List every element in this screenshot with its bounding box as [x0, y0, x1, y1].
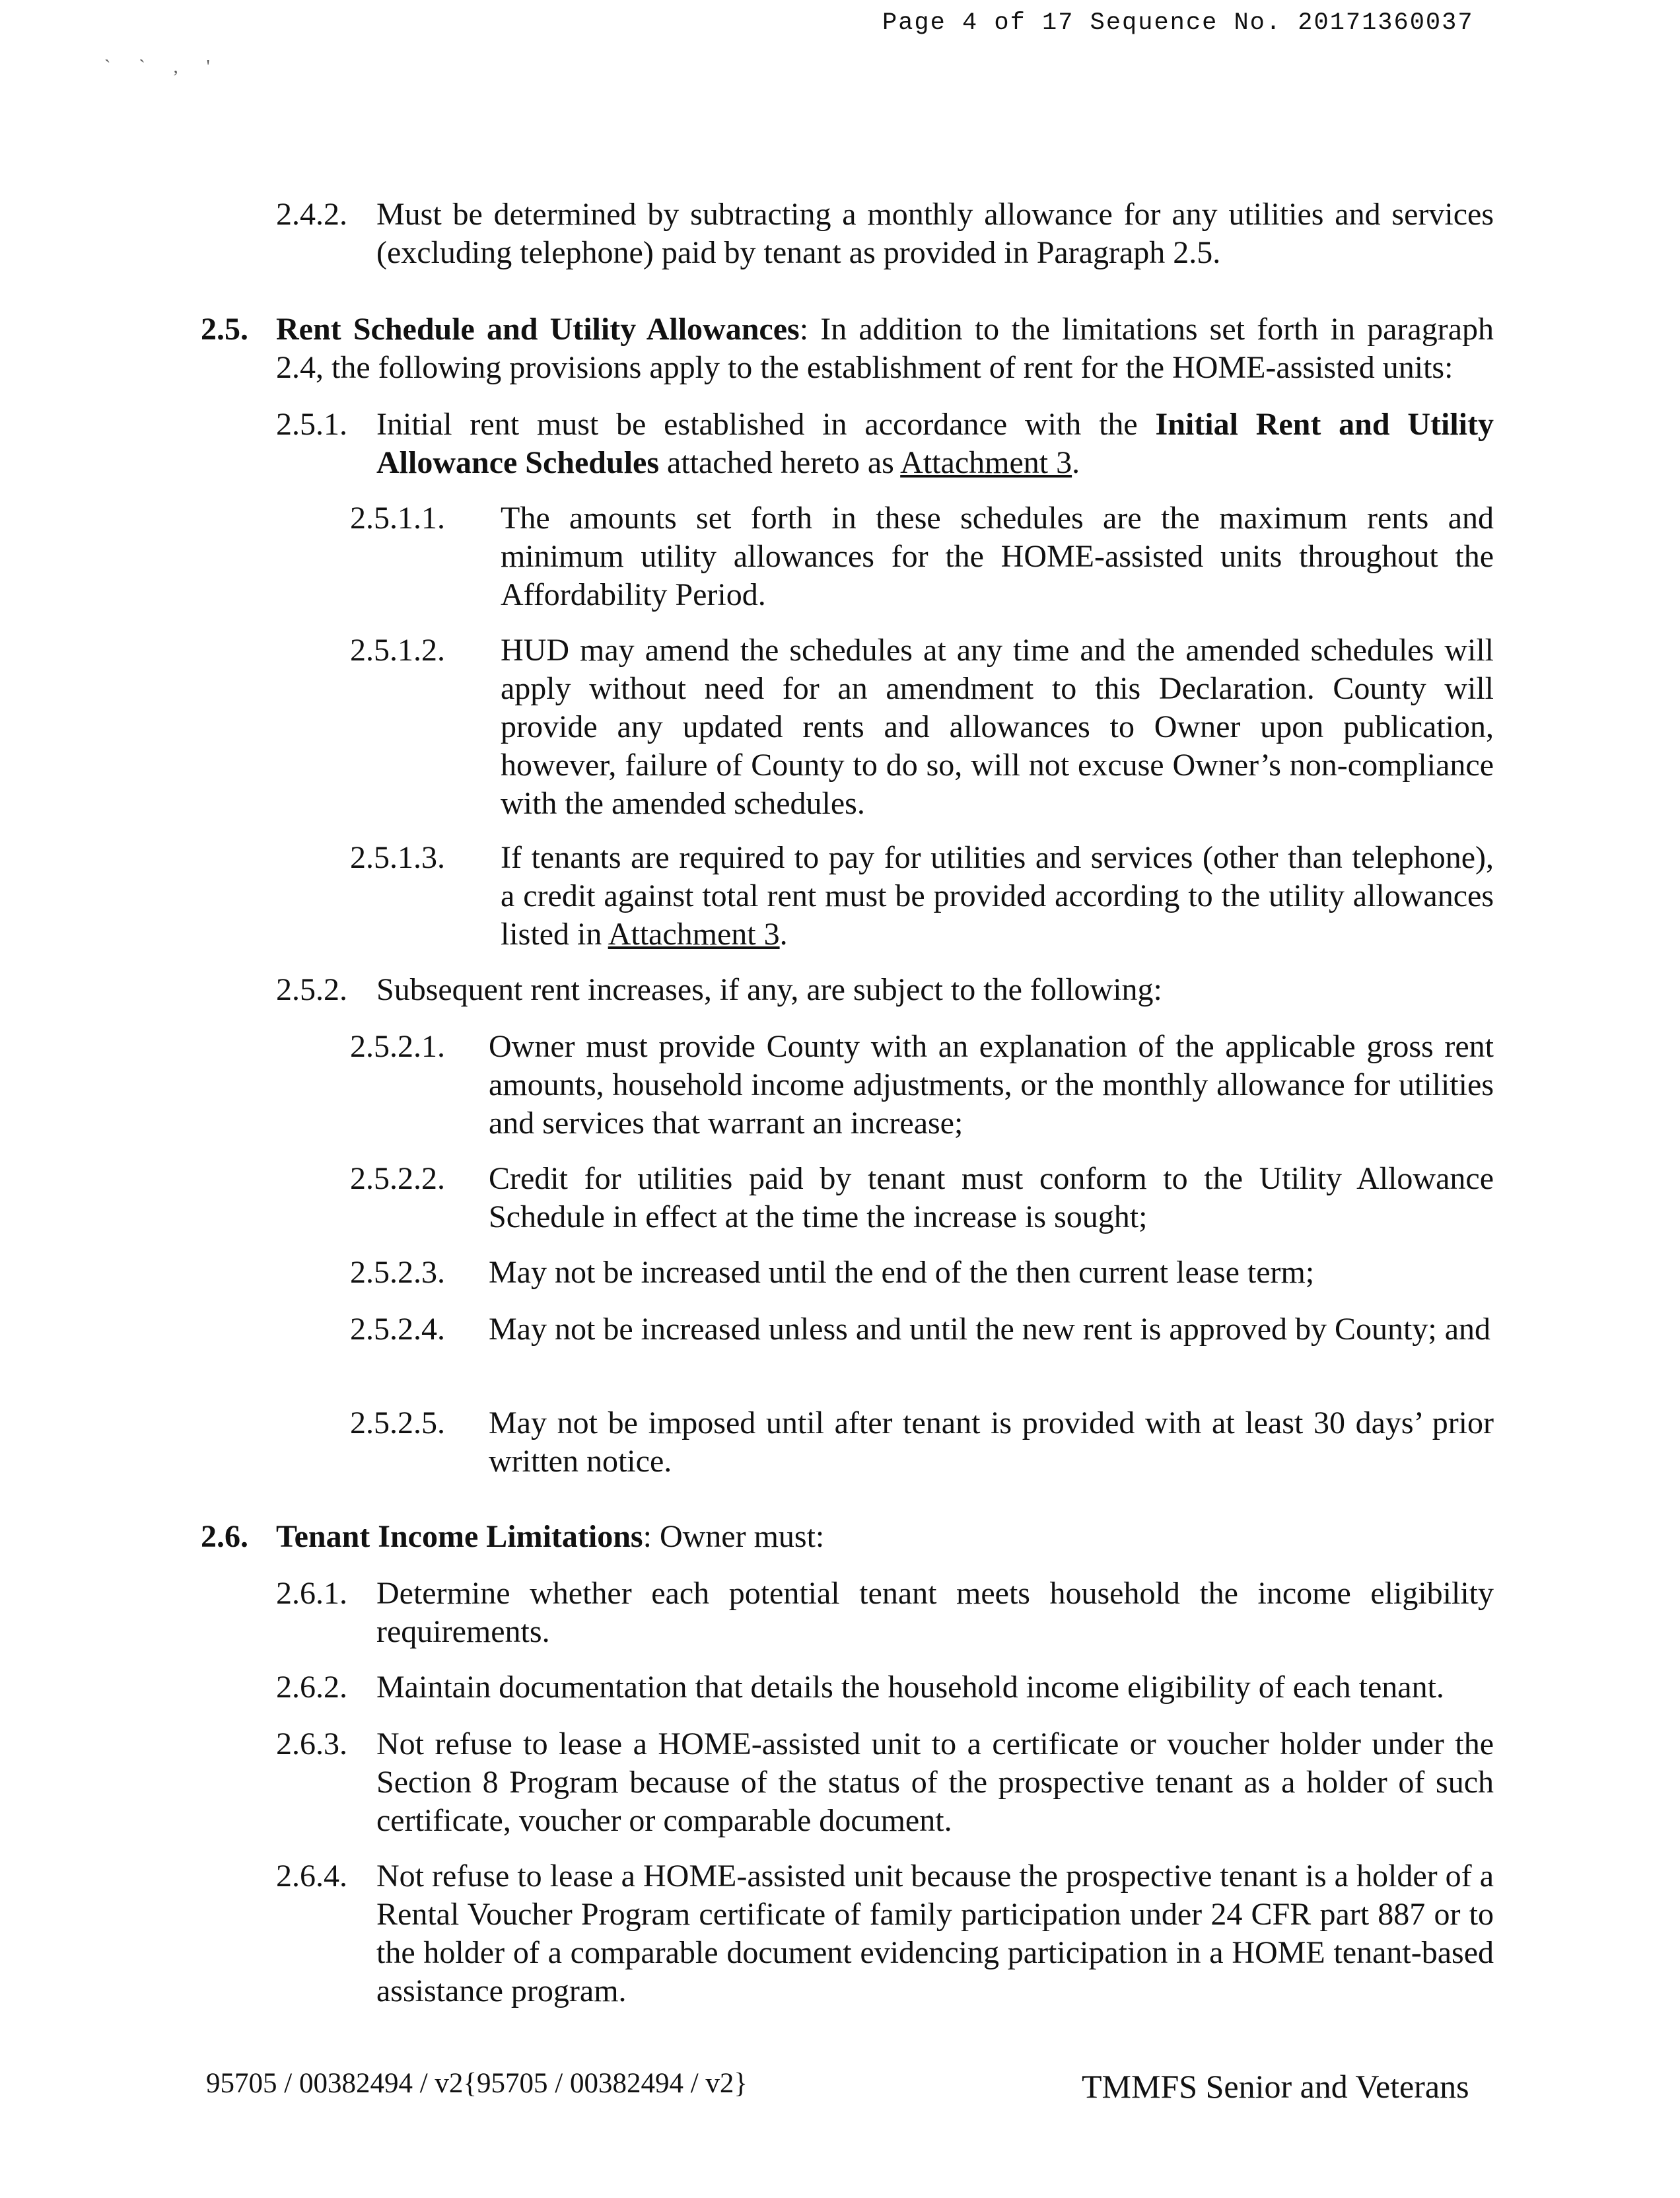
clause-2-6-4	[276, 1857, 1494, 2010]
clause-2-5-1: 2.5.1. Initial rent must be established in accordance with the Initial Rent and Utility Allowance Schedules attached hereto as Attachment 3.	[276, 407, 1494, 480]
clause-number: 2.5.1.3.	[350, 840, 445, 875]
clause-number: 2.6.1.	[276, 1576, 347, 1611]
clause-text: May not be imposed until after tenant is provided with at least 30 days’ prior written notice.	[489, 1405, 1494, 1479]
clause-text: Determine whether each potential tenant meets household the income eligibility requirements.	[376, 1576, 1494, 1649]
clause-number: 2.5.1.	[276, 407, 347, 442]
clause-text: : In addition to the limitations set forth in paragraph 2.4, the following provisions apply to the establishment of rent for the HOME-assisted units:	[276, 312, 1494, 385]
clause-number: 2.5.2.1.	[350, 1029, 445, 1064]
clause-2-5-2-1	[350, 1028, 1494, 1143]
clause-number: 2.5.	[201, 312, 248, 347]
clause-text: The amounts set forth in these schedules are the maximum rents and minimum utility allowances for the HOME-assisted units throughout the Affordability Period.	[501, 501, 1494, 612]
clause-2-5-2-5	[350, 1404, 1494, 1481]
section-title: Rent Schedule and Utility Allowances	[276, 312, 800, 347]
clause-number: 2.5.1.2.	[350, 633, 445, 668]
clause-text: Subsequent rent increases, if any, are subject to the following:	[376, 972, 1162, 1007]
clause-text-cont: attached hereto as	[659, 445, 901, 480]
clause-text: May not be increased unless and until the new rent is approved by County; and	[489, 1312, 1490, 1347]
attachment-3-link[interactable]: Attachment 3	[608, 917, 780, 952]
clause-2-5-2-2	[350, 1160, 1494, 1236]
page-header-sequence: Page 4 of 17 Sequence No. 20171360037	[882, 9, 1474, 37]
clause-text: : Owner must:	[643, 1519, 825, 1554]
clause-2-5-1-1	[350, 499, 1494, 614]
clause-number: 2.5.2.2.	[350, 1161, 445, 1196]
clause-text: Owner must provide County with an explanation of the applicable gross rent amounts, household income adjustments, or the monthly allowance for utilities and services that warrant an increase;	[489, 1029, 1494, 1141]
clause-number: 2.5.2.3.	[350, 1255, 445, 1290]
clause-2-5	[201, 310, 1494, 387]
clause-2-6-2	[276, 1668, 1494, 1707]
clause-text: Must be determined by subtracting a monthly allowance for any utilities and services (excluding telephone) paid by tenant as provided in Paragraph 2.5.	[376, 197, 1494, 270]
clause-text: May not be increased until the end of the then current lease term;	[489, 1255, 1315, 1290]
clause-2-6-3	[276, 1725, 1494, 1840]
clause-2-5-1-3: 2.5.1.3. If tenants are required to pay for utilities and services (other than telephone), a credit against total rent must be provided according to the utility allowances listed in Attachment 3.	[350, 840, 1494, 952]
clause-number: 2.5.2.	[276, 972, 347, 1007]
clause-2-6-1	[276, 1575, 1494, 1651]
clause-number: 2.6.4.	[276, 1859, 347, 1894]
clause-text: Not refuse to lease a HOME-assisted unit to a certificate or voucher holder under the Section 8 Program because of the status of the prospective tenant as a holder of such certificate, voucher or comparable document.	[376, 1726, 1494, 1838]
clause-2-6	[201, 1518, 1494, 1556]
footer-document-id: 95705 / 00382494 / v2{95705 / 00382494 / v2}	[206, 2068, 748, 2099]
clause-number: 2.6.3.	[276, 1726, 347, 1761]
clause-2-5-1-2	[350, 631, 1494, 823]
clause-number: 2.6.2.	[276, 1670, 347, 1705]
clause-2-5-2-3	[350, 1254, 1494, 1292]
clause-number: 2.5.2.5.	[350, 1405, 445, 1440]
clause-text: HUD may amend the schedules at any time and the amended schedules will apply without need for an amendment to this Declaration. County will provide any updated rents and allowances to Owner upon publication, however, failure of County to do so, will not excuse Owner’s non-compliance with the amended schedules.	[501, 633, 1494, 821]
schedule-title: Initial Rent and Utility Allowance Schedules	[376, 407, 1494, 480]
clause-number: 2.5.1.1.	[350, 501, 445, 536]
footer-project-name: TMMFS Senior and Veterans	[1082, 2068, 1469, 2105]
clause-2-5-2	[276, 971, 1494, 1009]
clause-number: 2.4.2.	[276, 197, 347, 232]
clause-text: If tenants are required to pay for utilities and services (other than telephone), a credit against total rent must be provided according to the utility allowances listed in	[501, 840, 1494, 952]
clause-text: Credit for utilities paid by tenant must conform to the Utility Allowance Schedule in effect at the time the increase is sought;	[489, 1161, 1494, 1234]
clause-number: 2.6.	[201, 1519, 248, 1554]
clause-text: Maintain documentation that details the household income eligibility of each tenant.	[376, 1670, 1444, 1705]
clause-2-4-2	[276, 195, 1494, 272]
clause-text: Not refuse to lease a HOME-assisted unit because the prospective tenant is a holder of a Rental Voucher Program certificate of family participation under 24 CFR part 887 or to the holder of a comparable document evidencing participation in a HOME tenant-based assistance program.	[376, 1859, 1494, 2008]
scan-marks: ` ` , '	[104, 57, 222, 77]
clause-text: Initial rent must be established in accordance with the	[376, 407, 1156, 442]
clause-2-5-2-4	[350, 1310, 1494, 1349]
section-title: Tenant Income Limitations	[276, 1519, 643, 1554]
clause-number: 2.5.2.4.	[350, 1312, 445, 1347]
attachment-3-link[interactable]: Attachment 3	[900, 445, 1072, 480]
